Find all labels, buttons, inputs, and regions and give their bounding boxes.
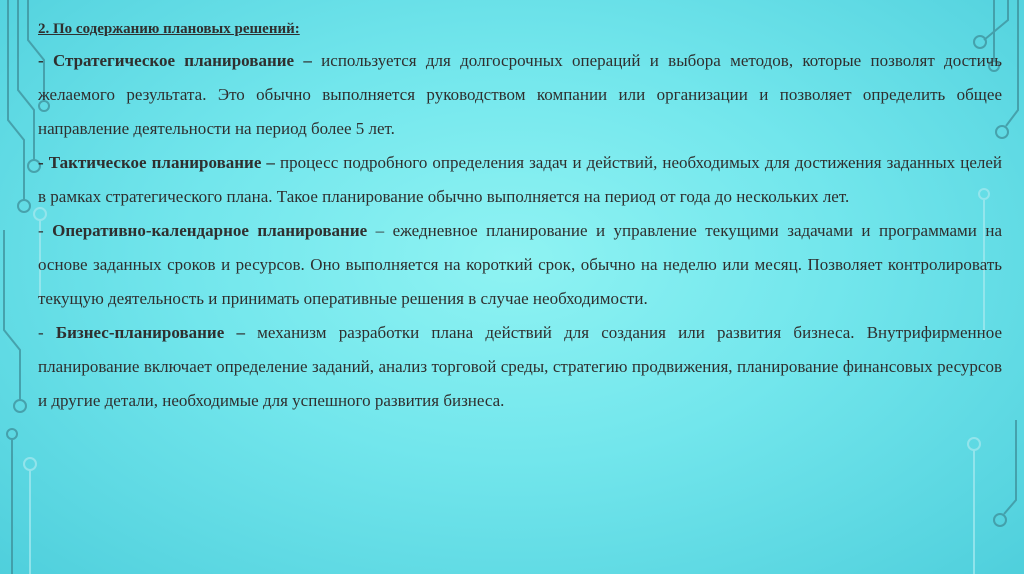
item-tactical-planning	[38, 146, 1002, 214]
item-term: Стратегическое планирование –	[52, 51, 312, 70]
item-text: механизм разработки плана действий для создания или развития бизнеса. Внутрифирменное планирование включает определение заданий, анализ торговой среды, стратегию продвижения, планирование финансовых ресурсов и другие детали, необходимые для успешного развития бизнеса.	[38, 323, 1002, 410]
section-heading: 2. По содержанию плановых решений:	[38, 21, 300, 37]
item-operational-planning	[38, 214, 1002, 316]
item-term: Оперативно-календарное планирование	[52, 221, 368, 240]
item-business-planning	[38, 316, 1002, 418]
item-text: – ежедневное планирование и управление текущими задачами и программами на основе заданных сроков и ресурсов. Оно выполняется на короткий срок, обычно на неделю или месяц. Позволяет контролировать текущую деятельность и принимать оперативные решения в случае необходимости.	[38, 221, 1002, 308]
item-term: Тактическое планирование –	[48, 153, 275, 172]
item-term: Бизнес-планирование –	[55, 323, 245, 342]
item-strategic-planning	[38, 44, 1002, 146]
item-prefix: -	[38, 221, 53, 240]
item-prefix: -	[38, 153, 49, 172]
slide-content	[38, 14, 1002, 418]
item-text: используется для долгосрочных операций и выбора методов, которые позволят достичь желаемого результата. Это обычно выполняется руководством компании или организации и позволяет определить общее направление деятельности на период более 5 лет.	[38, 51, 1002, 138]
item-prefix: -	[38, 51, 53, 70]
item-text: процесс подробного определения задач и действий, необходимых для достижения заданных целей в рамках стратегического плана. Такое планирование обычно выполняется на период от года до нескольких лет.	[38, 153, 1002, 206]
item-prefix: -	[38, 323, 56, 342]
